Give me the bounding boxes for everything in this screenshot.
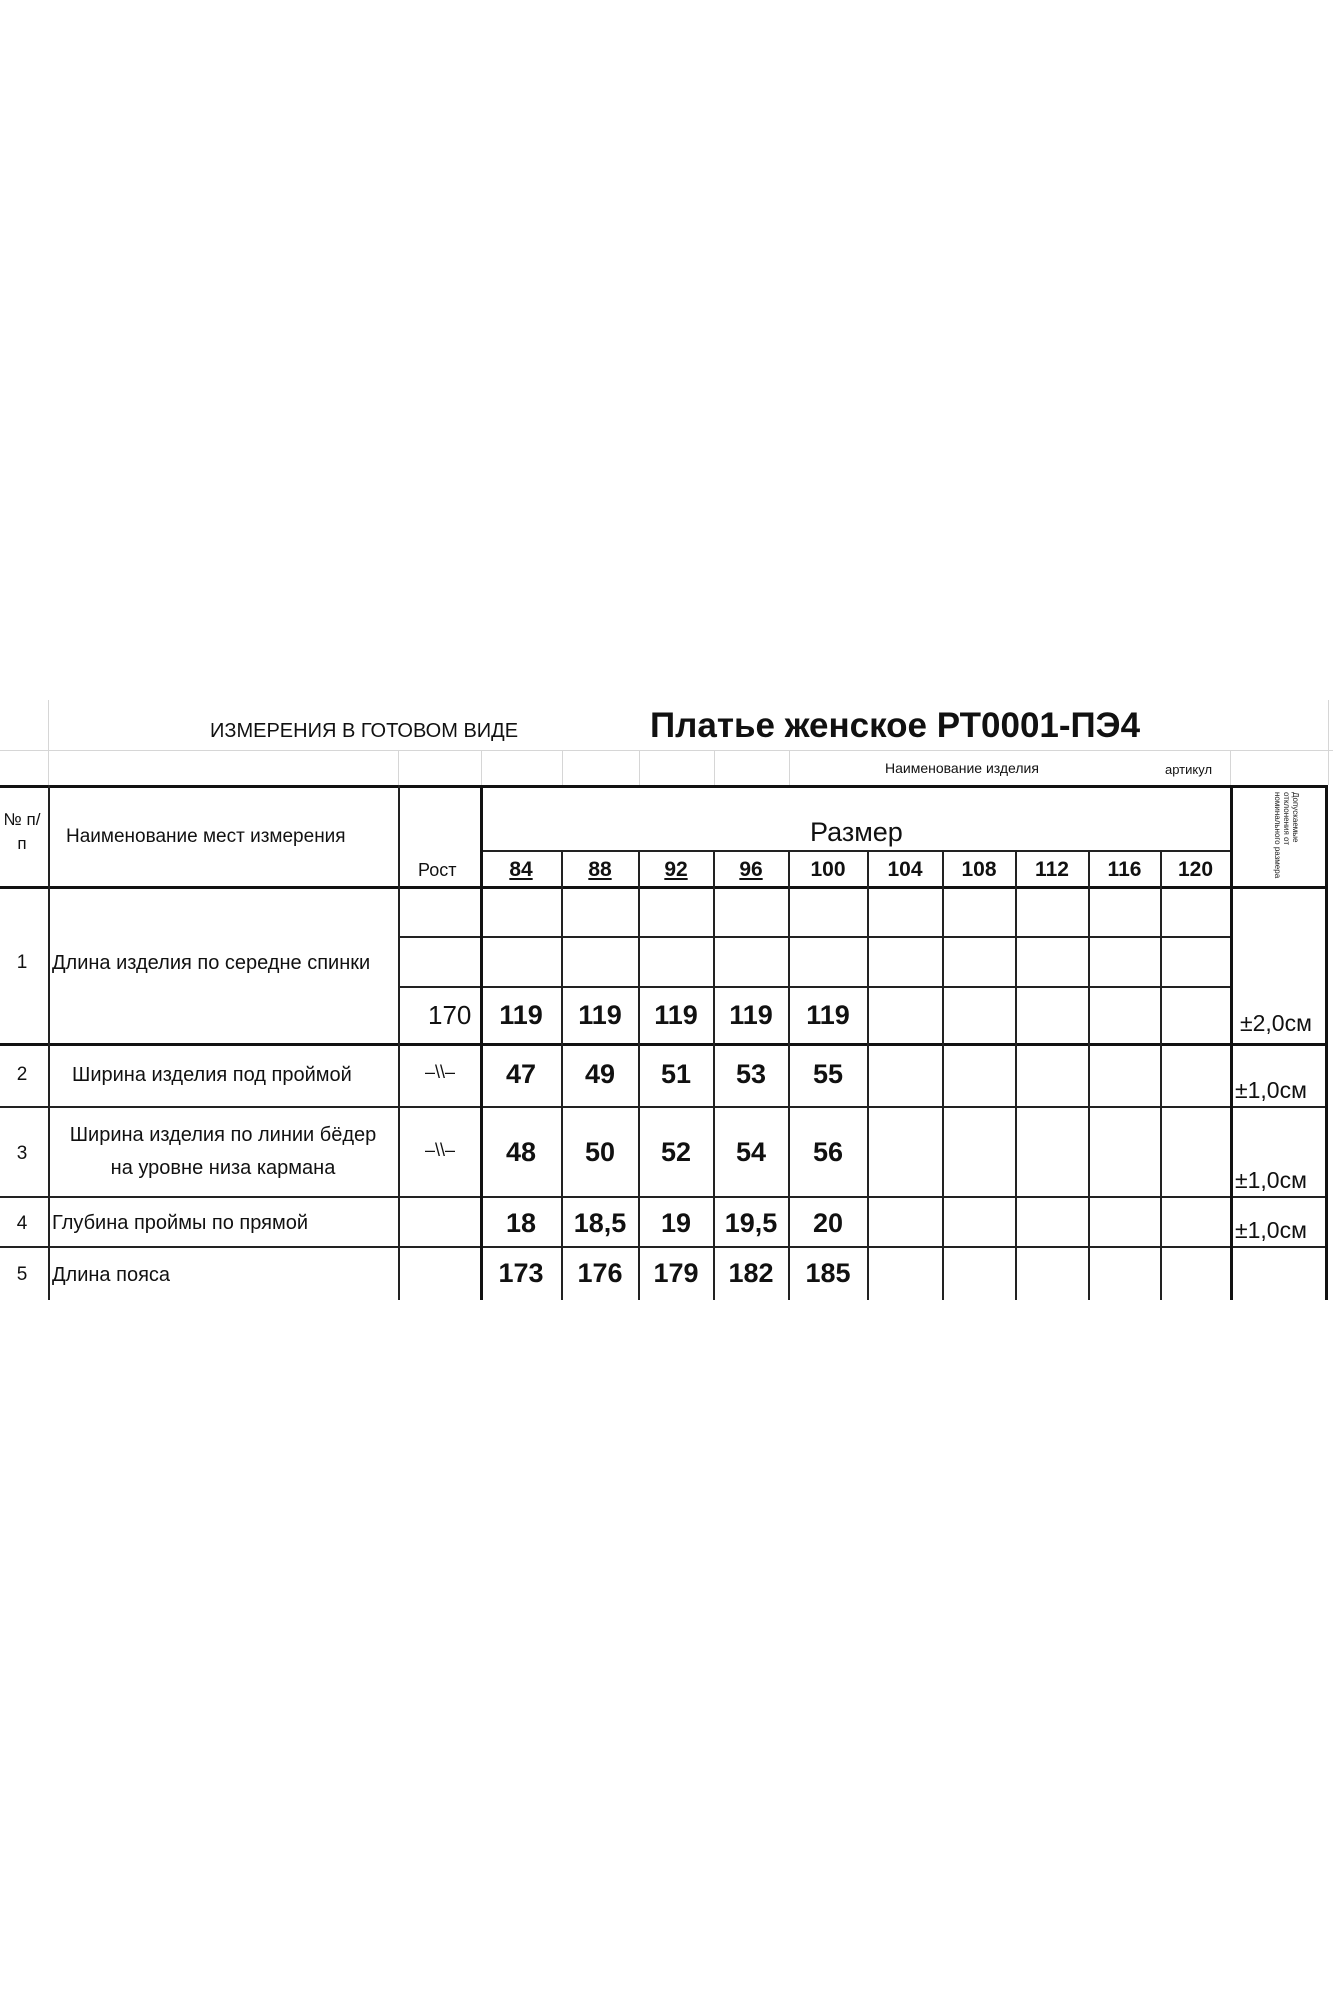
- grid-line: [1230, 750, 1231, 785]
- size-96: 96: [739, 858, 763, 881]
- row-1-value-96: 119: [729, 1000, 773, 1030]
- row-3-name-line-1: Ширина изделия по линии бёдер: [69, 1124, 377, 1146]
- row-1-height: 170: [428, 1000, 472, 1030]
- row-1-tolerance: ±2,0см: [1240, 1010, 1312, 1036]
- table-top-border: [0, 785, 1328, 788]
- grid-line: [1230, 785, 1233, 1300]
- row-1-name: Длина изделия по середне спинки: [52, 952, 371, 974]
- size-84: 84: [509, 858, 533, 881]
- row-border: [0, 1106, 1328, 1108]
- grid-line: [398, 936, 1230, 938]
- row-1-value-84: 119: [499, 1000, 543, 1030]
- article-label: артикул: [1165, 762, 1213, 777]
- grid-line: [48, 700, 49, 785]
- row-3-value-84: 48: [505, 1137, 537, 1167]
- row-2-value-88: 49: [584, 1059, 616, 1089]
- row-5-value-88: 176: [577, 1258, 623, 1288]
- size-108: 108: [961, 858, 997, 881]
- size-column-header: Размер: [810, 817, 903, 847]
- row-4-value-84: 18: [505, 1208, 537, 1238]
- row-5-value-100: 185: [805, 1258, 851, 1288]
- size-88: 88: [588, 858, 612, 881]
- size-112: 112: [1035, 858, 1069, 881]
- row-border: [0, 1196, 1328, 1198]
- grid-line: [481, 850, 1230, 852]
- row-5-value-84: 173: [498, 1258, 544, 1288]
- grid-line: [1325, 785, 1328, 1300]
- row-1-num: 1: [16, 952, 28, 973]
- row-4-value-96: 19,5: [724, 1208, 778, 1238]
- row-4-name: Глубина проймы по прямой: [52, 1212, 308, 1234]
- row-3-value-100: 56: [812, 1137, 844, 1167]
- row-2-value-96: 53: [735, 1059, 767, 1089]
- height-column-header: Рост: [418, 860, 457, 880]
- row-1-value-92: 119: [654, 1000, 698, 1030]
- grid-line: [942, 850, 944, 1300]
- header-bottom-border: [0, 886, 1328, 889]
- grid-line: [48, 785, 50, 1300]
- row-5-name: Длина пояса: [52, 1264, 171, 1286]
- row-4-value-100: 20: [812, 1208, 844, 1238]
- grid-line: [481, 750, 482, 785]
- row-3-num: 3: [16, 1143, 28, 1164]
- size-104: 104: [887, 858, 923, 881]
- grid-line: [398, 986, 1230, 988]
- row-3-value-92: 52: [660, 1137, 692, 1167]
- row-2-value-92: 51: [660, 1059, 692, 1089]
- row-2-name: Ширина изделия под проймой: [72, 1064, 352, 1086]
- row-2-value-100: 55: [812, 1059, 844, 1089]
- grid-line: [0, 750, 1333, 751]
- size-100: 100: [810, 858, 846, 881]
- row-3-name-line-2: на уровне низа кармана: [110, 1157, 336, 1179]
- grid-line: [867, 850, 869, 1300]
- measurements-title: ИЗМЕРЕНИЯ В ГОТОВОМ ВИДЕ: [210, 720, 519, 742]
- row-5-value-92: 179: [653, 1258, 699, 1288]
- row-border: [0, 1246, 1328, 1248]
- row-5-value-96: 182: [728, 1258, 774, 1288]
- grid-line: [562, 750, 563, 785]
- row-4-value-88: 18,5: [573, 1208, 627, 1238]
- row-border: [0, 1043, 1328, 1046]
- row-3-value-88: 50: [584, 1137, 616, 1167]
- row-3-height: –\\–: [425, 1140, 456, 1160]
- row-2-height: –\\–: [425, 1062, 456, 1082]
- grid-line: [398, 750, 399, 785]
- row-4-num: 4: [16, 1213, 28, 1234]
- product-title: Платье женское РТ0001-ПЭ4: [650, 706, 1141, 745]
- size-120: 120: [1177, 858, 1214, 881]
- row-1-value-100: 119: [806, 1000, 850, 1030]
- row-2-num: 2: [16, 1064, 28, 1085]
- grid-line: [1015, 850, 1017, 1300]
- row-4-tolerance: ±1,0см: [1235, 1217, 1307, 1243]
- place-column-header: Наименование мест измерения: [66, 826, 346, 847]
- row-2-value-84: 47: [505, 1059, 537, 1089]
- product-name-label: Наименование изделия: [885, 760, 1039, 776]
- row-4-value-92: 19: [660, 1208, 692, 1238]
- grid-line: [714, 750, 715, 785]
- row-2-tolerance: ±1,0см: [1235, 1077, 1307, 1103]
- num-column-header: № п/п: [3, 810, 41, 853]
- tolerance-column-header: Допускаемые отклонения от номинального размера: [1273, 792, 1300, 879]
- measurement-sheet: [0, 700, 1333, 1300]
- grid-line: [1160, 850, 1162, 1300]
- grid-line: [789, 750, 790, 785]
- row-1-value-88: 119: [578, 1000, 622, 1030]
- row-3-value-96: 54: [735, 1137, 767, 1167]
- row-5-num: 5: [16, 1264, 28, 1285]
- size-116: 116: [1107, 858, 1142, 881]
- grid-line: [639, 750, 640, 785]
- grid-line: [1088, 850, 1090, 1300]
- size-92: 92: [664, 858, 688, 881]
- grid-line: [1328, 700, 1329, 785]
- grid-line: [398, 785, 400, 1300]
- row-3-tolerance: ±1,0см: [1235, 1167, 1307, 1193]
